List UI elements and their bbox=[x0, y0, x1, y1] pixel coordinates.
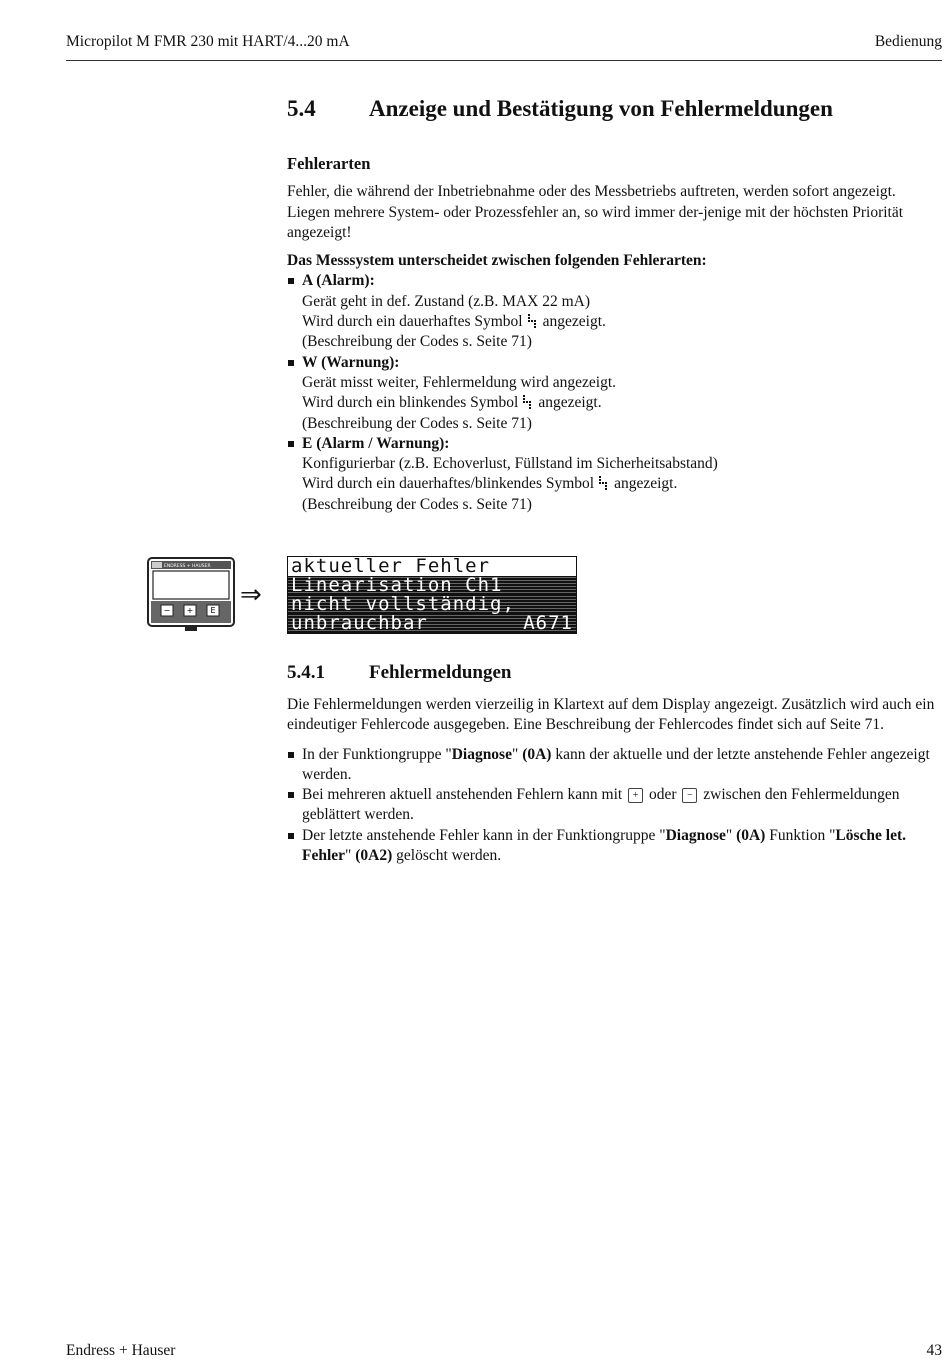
item-line: Gerät misst weiter, Fehlermeldung wird angezeigt. bbox=[302, 373, 617, 391]
item-line: Gerät geht in def. Zustand (z.B. MAX 22 mA) bbox=[302, 292, 590, 310]
device-key-minus: − bbox=[163, 606, 171, 615]
arrow-icon: ⇒ bbox=[240, 580, 262, 610]
lcd-line-1: aktueller Fehler bbox=[288, 557, 576, 576]
list-item bbox=[287, 353, 942, 434]
error-symbol-icon bbox=[598, 476, 610, 490]
item-line: (Beschreibung der Codes s. Seite 71) bbox=[302, 414, 532, 432]
fehlerarten-heading: Fehlerarten bbox=[287, 154, 371, 173]
lcd-display bbox=[287, 556, 577, 634]
fehlerarten-intro: Fehler, die während der Inbetriebnahme oder des Messbetriebs auftreten, werden sofort angezeigt. Liegen mehrere System- oder Prozessfehler an, so wird immer der-jenige mit der höchsten Priorität angezeigt! bbox=[287, 183, 904, 241]
item-title: W (Warnung): bbox=[302, 353, 400, 371]
section-number: 5.4 bbox=[287, 96, 316, 121]
list-item: Bei mehreren aktuell anstehenden Fehlern kann mit + oder − zwischen den Fehlermeldungen geblättert werden. bbox=[287, 785, 942, 826]
fehlermeldungen-block bbox=[287, 695, 942, 866]
lcd-line-2: Linearisation Ch1 bbox=[288, 576, 576, 595]
section-heading bbox=[287, 96, 833, 122]
item-line: Konfigurierbar (z.B. Echoverlust, Füllstand im Sicherheitsabstand) bbox=[302, 455, 718, 473]
item-line: Wird durch ein blinkendes Symbol angezeigt. bbox=[302, 394, 602, 412]
subsection-number: 5.4.1 bbox=[287, 662, 325, 683]
plus-key-icon: + bbox=[628, 788, 643, 803]
fehlermeldungen-intro: Die Fehlermeldungen werden vierzeilig in Klartext auf dem Display angezeigt. Zusätzlich wird auch ein eindeutiger Fehlercode ausgegeben. Eine Beschreibung der Fehlercodes findet sich auf Seite 71. bbox=[287, 696, 935, 734]
lcd-error-text: unbrauchbar bbox=[291, 614, 428, 633]
list-item bbox=[287, 271, 942, 352]
item-line: Wird durch ein dauerhaftes Symbol angezeigt. bbox=[302, 313, 606, 331]
device-key-e: E bbox=[210, 606, 216, 615]
minus-key-icon: − bbox=[682, 788, 697, 803]
lcd-error-code: A671 bbox=[523, 614, 573, 633]
list-item: In der Funktiongruppe "Diagnose" (0A) kann der aktuelle und der letzte anstehende Fehler angezeigt werden. bbox=[287, 745, 942, 786]
fehlerarten-block bbox=[287, 154, 942, 515]
item-title: A (Alarm): bbox=[302, 272, 375, 290]
header-title: Micropilot M FMR 230 mit HART/4...20 mA bbox=[66, 33, 350, 50]
header-rule bbox=[66, 60, 942, 61]
header-chapter: Bedienung bbox=[874, 33, 942, 50]
item-line: (Beschreibung der Codes s. Seite 71) bbox=[302, 333, 532, 351]
item-line: (Beschreibung der Codes s. Seite 71) bbox=[302, 495, 532, 513]
page-number: 43 bbox=[926, 1342, 942, 1359]
device-key-plus: + bbox=[186, 606, 194, 615]
device-display-icon bbox=[147, 557, 235, 631]
fehlerarten-lead: Das Messsystem unterscheidet zwischen folgenden Fehlerarten: bbox=[287, 252, 707, 270]
device-brand: ENDRESS + HAUSER bbox=[164, 564, 211, 569]
section-title: Anzeige und Bestätigung von Fehlermeldungen bbox=[369, 96, 833, 121]
fehlerarten-list bbox=[287, 271, 942, 515]
item-line: Wird durch ein dauerhaftes/blinkendes Symbol angezeigt. bbox=[302, 475, 678, 493]
fehlermeldungen-list bbox=[287, 745, 942, 867]
footer-company: Endress + Hauser bbox=[66, 1342, 176, 1359]
subsection-title: Fehlermeldungen bbox=[369, 662, 512, 683]
lcd-line-3: nicht vollständig, bbox=[288, 595, 576, 614]
item-title: E (Alarm / Warnung): bbox=[302, 434, 450, 452]
list-item: Der letzte anstehende Fehler kann in der Funktiongruppe "Diagnose" (0A) Funktion "Lösche let. Fehler" (0A2) gelöscht werden. bbox=[287, 826, 942, 867]
subsection-heading bbox=[287, 662, 512, 684]
error-symbol-icon bbox=[527, 314, 539, 328]
list-item bbox=[287, 434, 942, 515]
lcd-line-4 bbox=[288, 614, 576, 633]
error-symbol-icon bbox=[522, 395, 534, 409]
